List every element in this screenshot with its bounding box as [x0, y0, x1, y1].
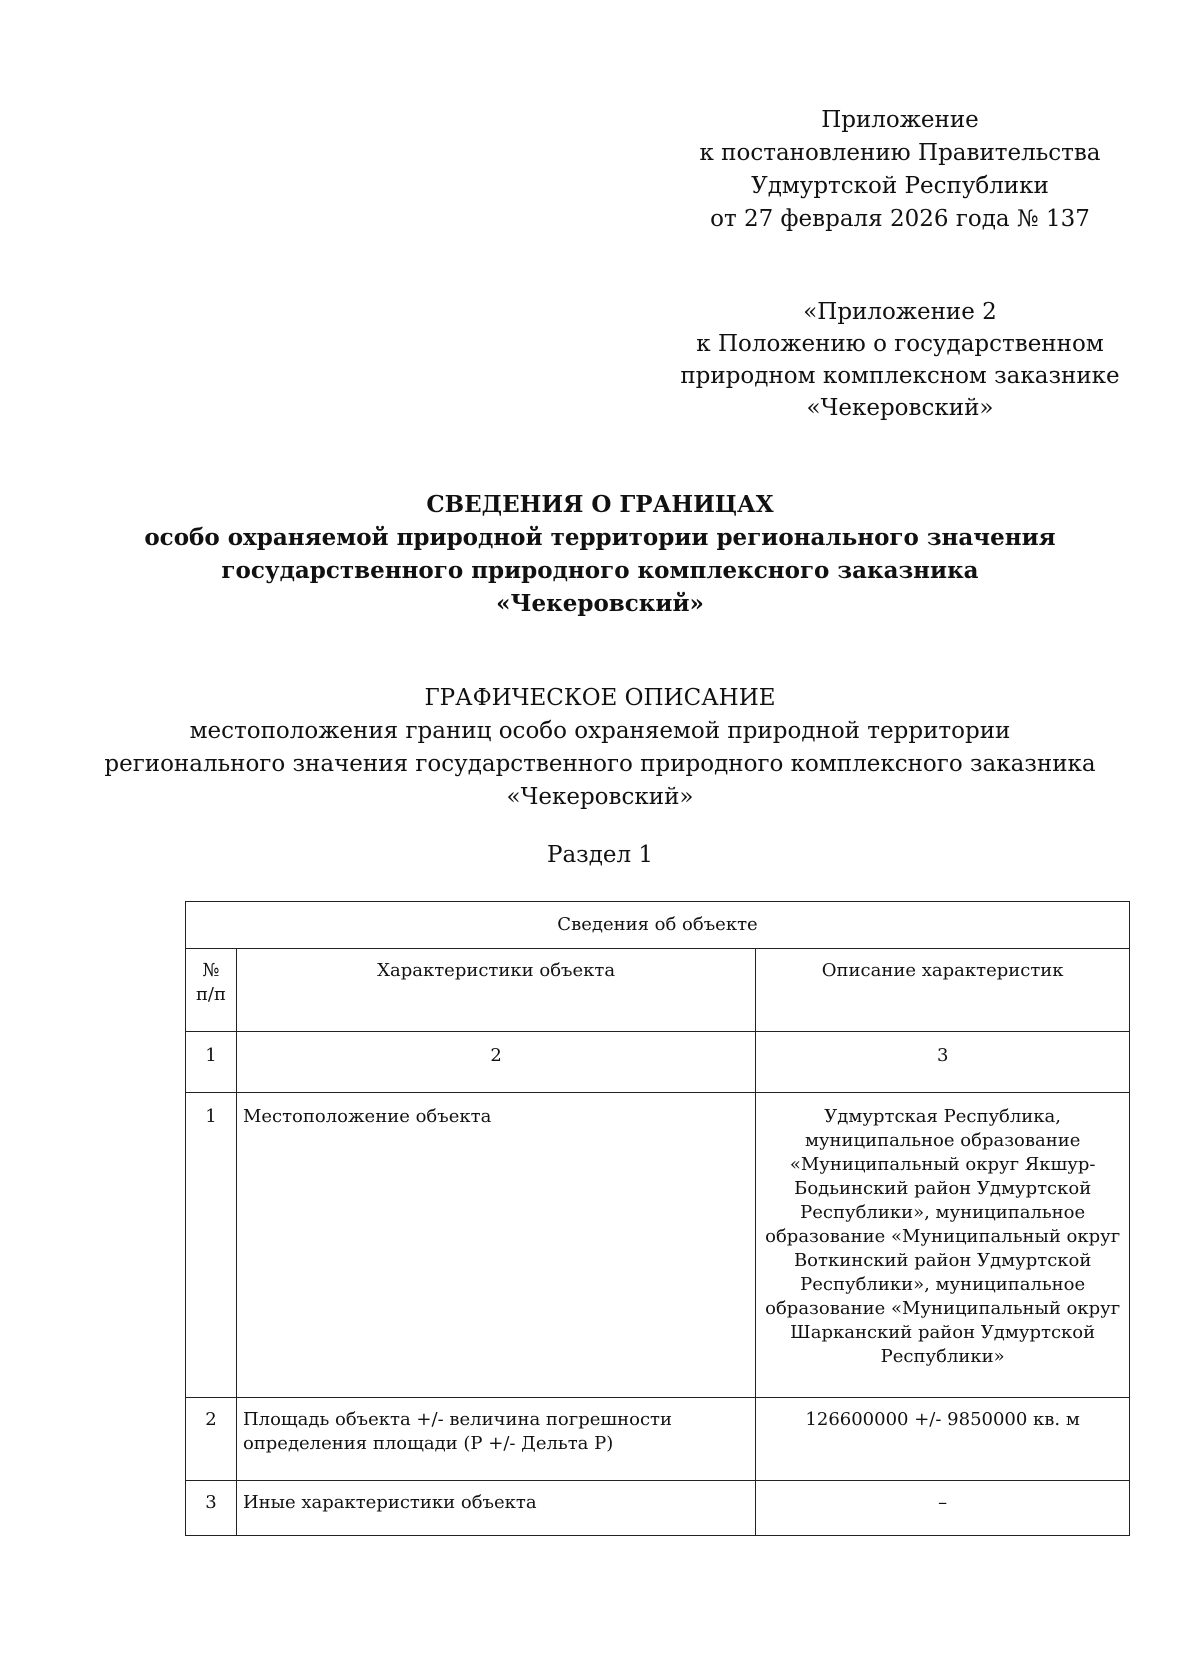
- description-line: Республики», муниципальное: [800, 1202, 1086, 1223]
- row-num: 3: [186, 1481, 237, 1536]
- description-line: Республики», муниципальное: [800, 1274, 1086, 1295]
- graphic-line: ГРАФИЧЕСКОЕ ОПИСАНИЕ: [424, 685, 776, 711]
- header-num-line1: №: [202, 960, 220, 981]
- appendix2-line: «Чекеровский»: [806, 395, 994, 421]
- row-description: [756, 1093, 1130, 1398]
- table-row: [186, 1481, 1130, 1536]
- row-num: 1: [186, 1093, 237, 1398]
- appendix-line: к постановлению Правительства: [699, 140, 1101, 166]
- object-info-table: [185, 901, 1130, 1536]
- row-description: [756, 1398, 1130, 1481]
- appendix2-line: природном комплексном заказнике: [680, 363, 1120, 389]
- characteristic-line: Площадь объекта +/- величина погрешности: [242, 1409, 672, 1430]
- appendix-line: Приложение: [821, 107, 979, 133]
- description-line: «Муниципальный округ Якшур-: [789, 1154, 1096, 1175]
- row-characteristic: [236, 1481, 755, 1536]
- appendix2-line: «Приложение 2: [803, 299, 997, 325]
- title-line: особо охраняемой природной территории регионального значения: [144, 524, 1056, 551]
- table-row: [186, 1093, 1130, 1398]
- characteristic-line: определения площади (P +/- Дельта P): [242, 1433, 614, 1454]
- document-title: [100, 488, 1100, 620]
- description-line: образование «Муниципальный округ: [765, 1226, 1121, 1247]
- title-line: СВЕДЕНИЯ О ГРАНИЦАХ: [426, 491, 774, 518]
- graphic-line: «Чекеровский»: [506, 784, 694, 810]
- row-characteristic-text: Иные характеристики объекта: [242, 1492, 537, 1513]
- header-num: [186, 949, 237, 1032]
- description-line: Шарканский район Удмуртской: [790, 1322, 1096, 1343]
- appendix-line: Удмуртской Республики: [751, 173, 1049, 199]
- header-characteristics: Характеристики объекта: [236, 949, 755, 1032]
- description-line: Воткинский район Удмуртской: [793, 1250, 1092, 1271]
- row-description-text: –: [938, 1492, 948, 1513]
- description-line: Бодьинский район Удмуртской: [794, 1178, 1092, 1199]
- row-description-text: 126600000 +/- 9850000 кв. м: [805, 1409, 1080, 1430]
- header-num-line2: п/п: [195, 984, 226, 1005]
- column-index: 1: [186, 1032, 237, 1093]
- column-index: 3: [756, 1032, 1130, 1093]
- table-caption: Сведения об объекте: [186, 902, 1130, 949]
- row-description-text: [756, 1105, 1129, 1369]
- description-line: муниципальное образование: [804, 1130, 1081, 1151]
- appendix-header: [690, 104, 1110, 236]
- table-header-row: [186, 949, 1130, 1032]
- appendix2-header: [660, 296, 1140, 424]
- table-caption-row: [186, 902, 1130, 949]
- column-index: 2: [236, 1032, 755, 1093]
- description-line: Удмуртская Республика,: [824, 1106, 1062, 1127]
- title-line: государственного природного комплексного заказника: [221, 557, 979, 584]
- appendix2-line: к Положению о государственном: [696, 331, 1104, 357]
- appendix-line: от 27 февраля 2026 года № 137: [710, 206, 1090, 232]
- row-characteristic: [236, 1093, 755, 1398]
- row-characteristic: [236, 1398, 755, 1481]
- description-line: Республики»: [880, 1346, 1005, 1367]
- graphic-description-heading: [100, 682, 1100, 814]
- row-num: 2: [186, 1398, 237, 1481]
- table-row: [186, 1398, 1130, 1481]
- description-line: образование «Муниципальный округ: [765, 1298, 1121, 1319]
- column-index-row: [186, 1032, 1130, 1093]
- row-description: [756, 1481, 1130, 1536]
- graphic-line: местоположения границ особо охраняемой природной территории: [189, 718, 1011, 744]
- header-description: Описание характеристик: [756, 949, 1130, 1032]
- row-characteristic-text: [237, 1408, 755, 1456]
- row-characteristic-text: Местоположение объекта: [242, 1106, 492, 1127]
- section-label: Раздел 1: [546, 842, 654, 868]
- graphic-line: регионального значения государственного природного комплексного заказника: [104, 751, 1096, 777]
- title-line: «Чекеровский»: [496, 590, 704, 617]
